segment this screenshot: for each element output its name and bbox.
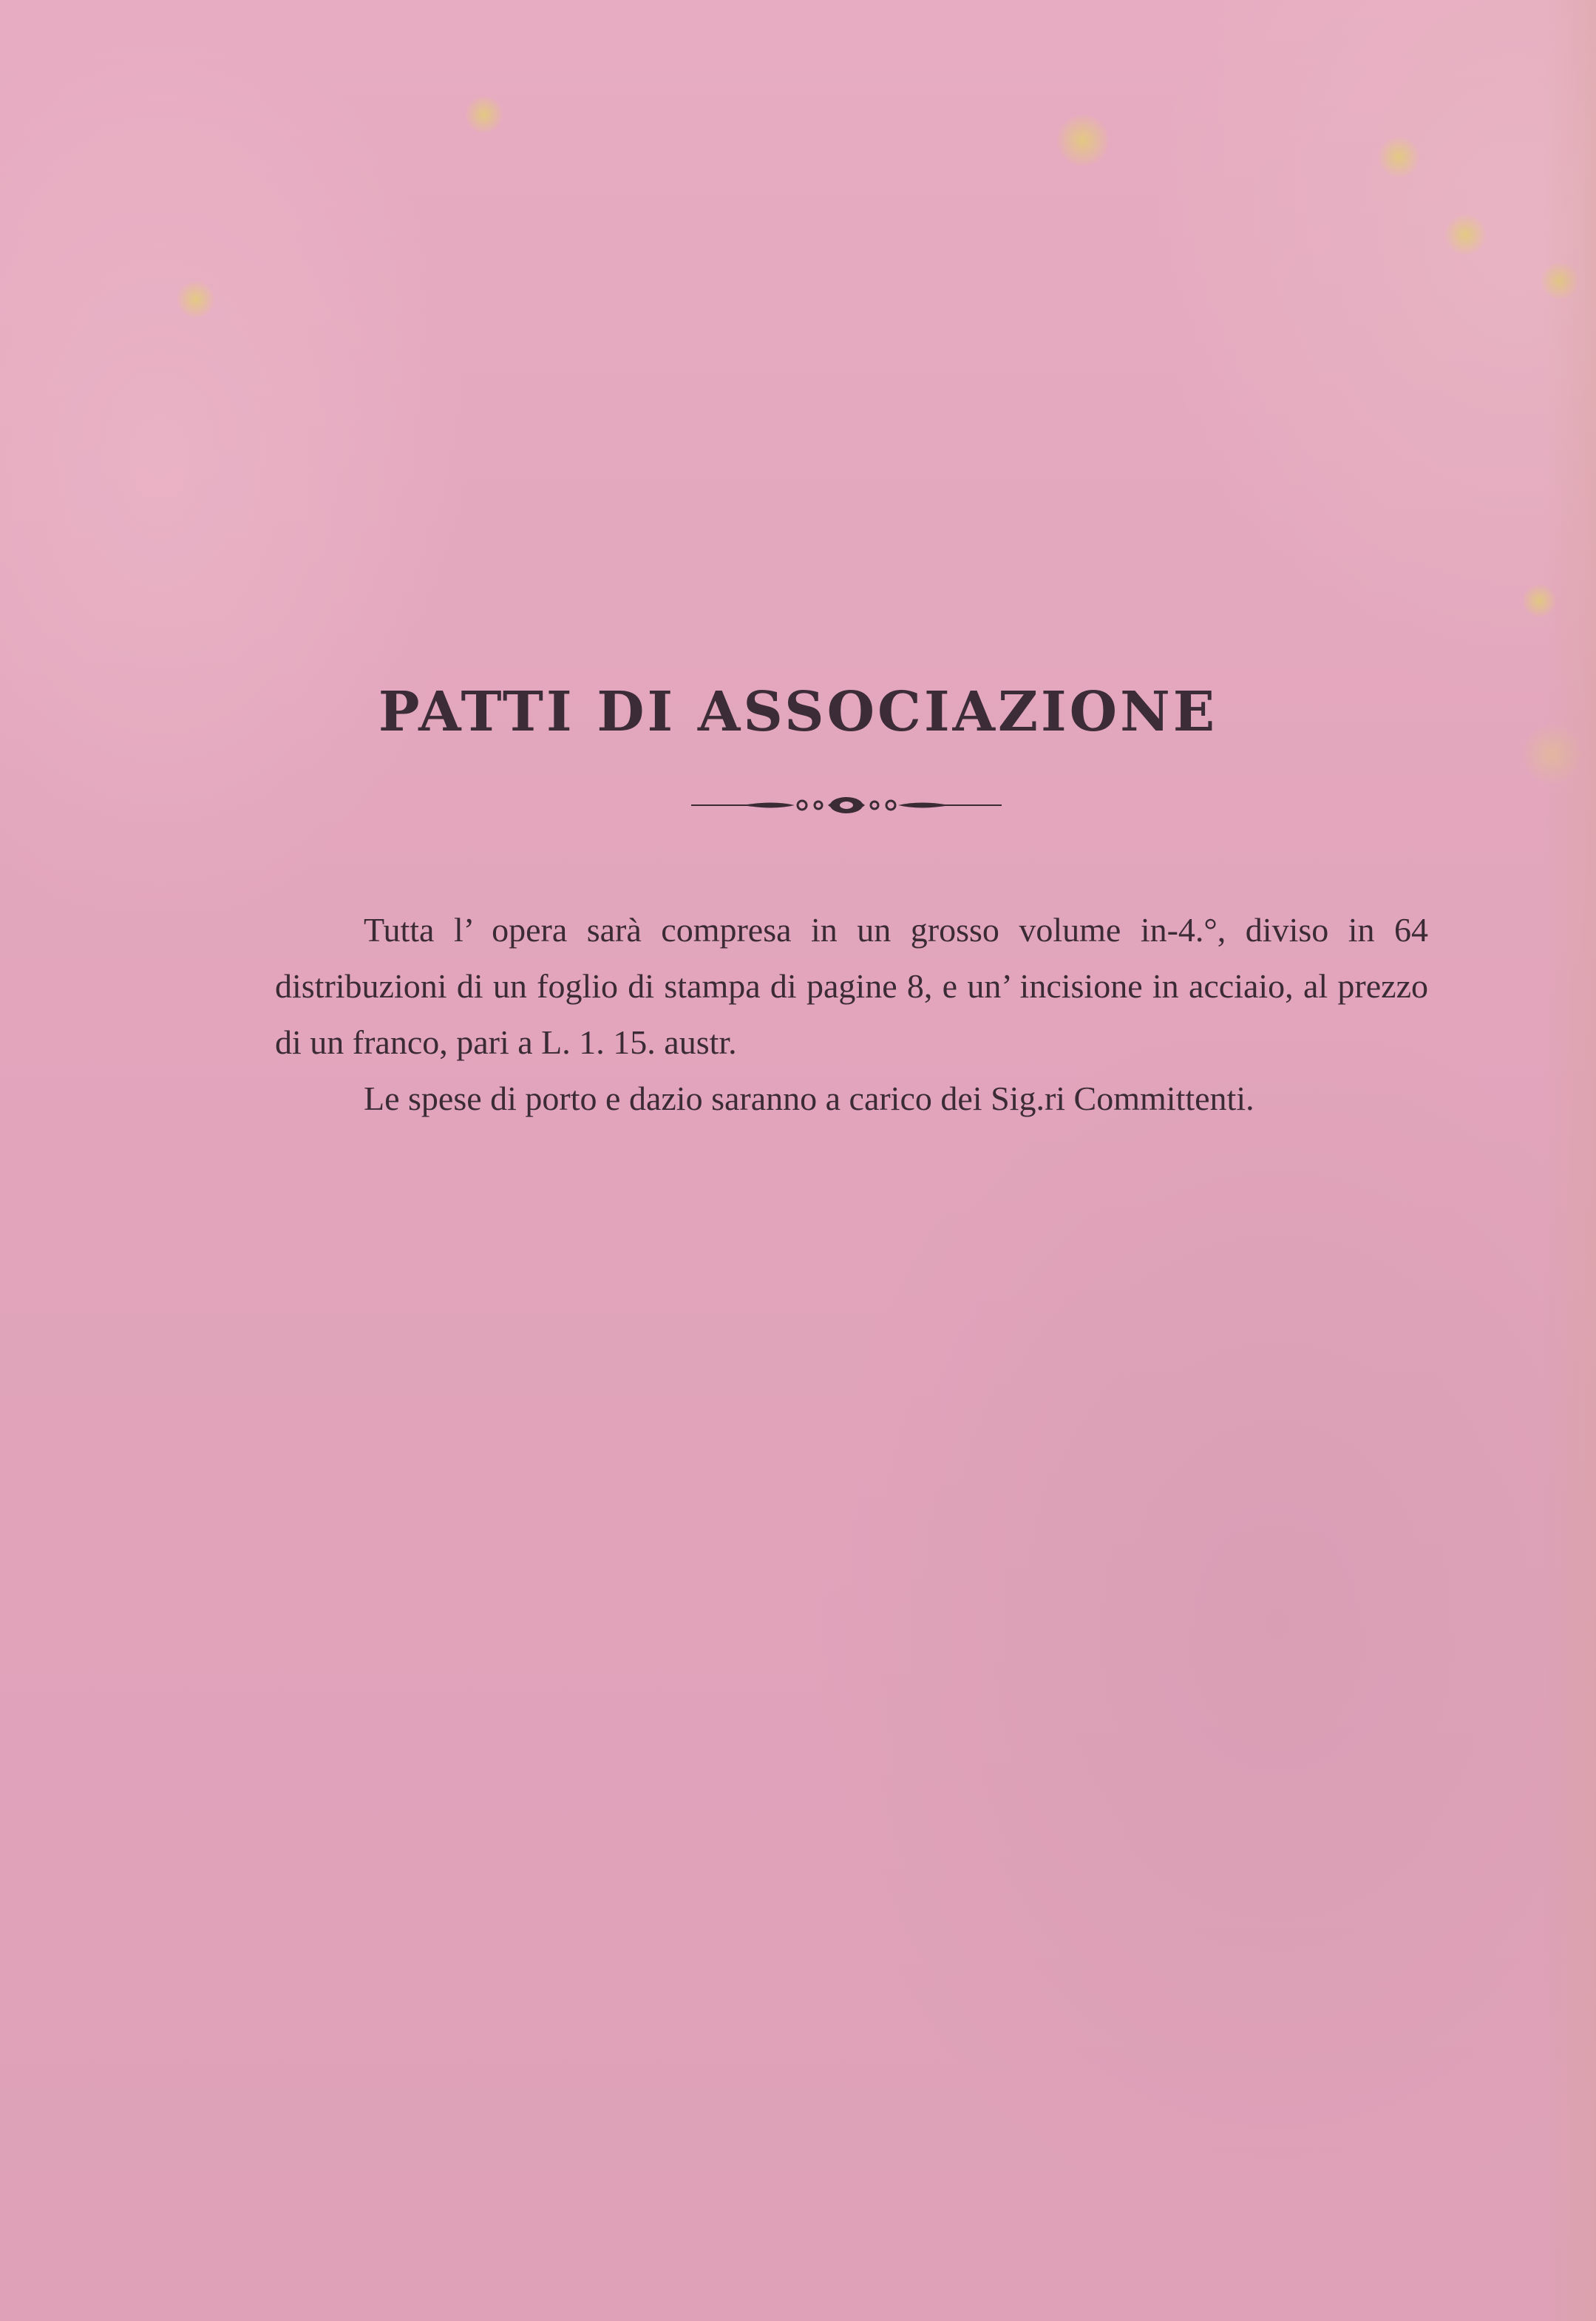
page-title: PATTI DI ASSOCIAZIONE bbox=[378, 680, 1218, 744]
body-text bbox=[275, 902, 1428, 1127]
foxing-spot bbox=[177, 281, 214, 318]
paragraph-terms: Tutta l’ opera sarà compresa in un grosso volume in-4.°, diviso in 64 distribuzioni di un foglio di stampa di pagine 8, e un’ incisione in acciaio, al prezzo di un franco, pari a L. 1. 15. austr. bbox=[275, 911, 1428, 1061]
ornamental-divider bbox=[691, 793, 1002, 818]
foxing-spot bbox=[1379, 137, 1419, 177]
foxing-spot bbox=[1057, 115, 1109, 166]
paragraph-shipping: Le spese di porto e dazio saranno a carico dei Sig.ri Committenti. bbox=[364, 1080, 1254, 1117]
foxing-spot bbox=[1445, 214, 1486, 255]
paper-edge-shading bbox=[1544, 0, 1596, 2321]
foxing-spot bbox=[466, 96, 503, 133]
